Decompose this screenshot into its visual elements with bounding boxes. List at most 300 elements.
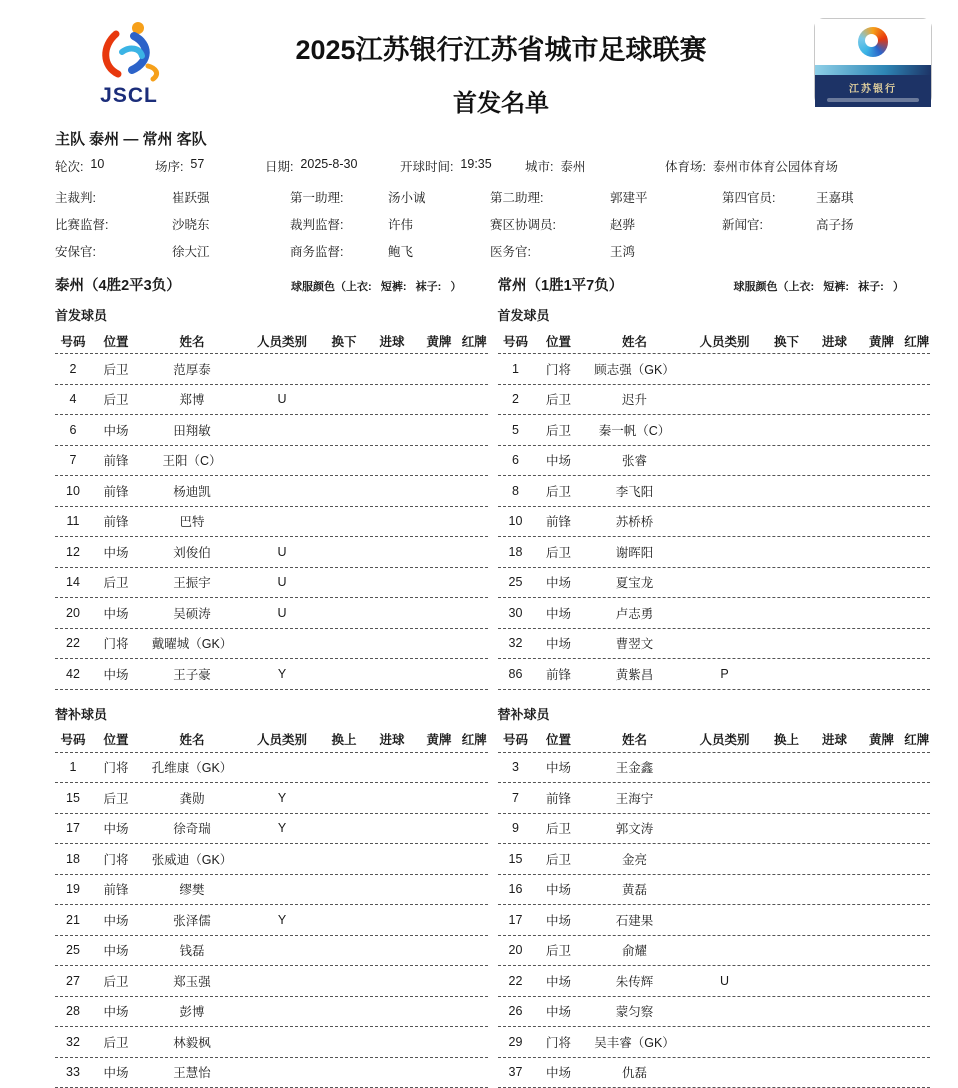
cell-name: 苏桥桥 — [584, 512, 686, 530]
column-header: 黄牌 — [860, 332, 904, 350]
cell-number: 28 — [55, 1004, 91, 1018]
cell-number: 18 — [498, 545, 534, 559]
cell-number: 12 — [55, 545, 91, 559]
cell-number: 22 — [498, 974, 534, 988]
cell-number: 17 — [55, 821, 91, 835]
cell-category: P — [686, 667, 764, 681]
column-header: 红牌 — [904, 332, 931, 350]
home-team-column — [55, 274, 488, 1088]
cell-name: 石建果 — [584, 911, 686, 929]
player-row — [498, 783, 931, 814]
player-row — [498, 568, 931, 599]
cell-name: 巴特 — [141, 512, 243, 530]
cell-position: 门将 — [91, 758, 141, 776]
cell-position: 后卫 — [91, 360, 141, 378]
info-value: 崔跃强 — [172, 188, 210, 206]
info-value: 王嘉琪 — [816, 188, 854, 206]
cell-name: 黄紫昌 — [584, 665, 686, 683]
cell-name: 郑博 — [141, 390, 243, 408]
cell-name: 吴丰睿（GK） — [584, 1033, 686, 1051]
cell-name: 缪樊 — [141, 880, 243, 898]
info-pair — [55, 188, 290, 206]
cell-number: 19 — [55, 882, 91, 896]
column-header: 人员类别 — [686, 332, 764, 350]
cell-name: 迟升 — [584, 390, 686, 408]
cell-category: U — [243, 545, 321, 559]
cell-number: 15 — [55, 791, 91, 805]
cell-position: 前锋 — [534, 512, 584, 530]
info-value: 57 — [190, 157, 204, 175]
column-header: 姓名 — [584, 730, 686, 748]
cell-number: 21 — [55, 913, 91, 927]
cell-name: 王振宇 — [141, 573, 243, 591]
info-label: 比赛监督: — [55, 215, 172, 233]
officials-grid — [0, 175, 958, 260]
cell-position: 中场 — [91, 1063, 141, 1081]
cell-position: 中场 — [91, 911, 141, 929]
player-row — [498, 997, 931, 1028]
cell-name: 王子豪 — [141, 665, 243, 683]
bank-badge-wave — [815, 65, 931, 75]
cell-position: 后卫 — [91, 972, 141, 990]
column-header: 红牌 — [461, 332, 488, 350]
cell-position: 后卫 — [534, 819, 584, 837]
player-row — [55, 753, 488, 784]
cell-position: 前锋 — [534, 665, 584, 683]
player-row — [498, 476, 931, 507]
cell-position: 中场 — [534, 573, 584, 591]
info-pair — [400, 157, 525, 175]
info-pair — [290, 242, 490, 260]
cell-position: 中场 — [534, 880, 584, 898]
cell-position: 前锋 — [91, 451, 141, 469]
cell-number: 86 — [498, 667, 534, 681]
page-header — [0, 0, 958, 124]
home-kit-colors: 球服颜色（上衣: 短裤: 袜子: ） — [291, 278, 462, 294]
cell-position: 门将 — [91, 850, 141, 868]
bank-badge — [814, 18, 932, 106]
player-row — [55, 814, 488, 845]
column-header: 位置 — [91, 730, 141, 748]
player-row — [498, 354, 931, 385]
info-label: 裁判监督: — [290, 215, 388, 233]
player-row — [498, 629, 931, 660]
info-label: 日期: — [265, 157, 300, 175]
column-header: 换下 — [764, 332, 810, 350]
cell-number: 15 — [498, 852, 534, 866]
column-header: 姓名 — [141, 332, 243, 350]
cell-number: 26 — [498, 1004, 534, 1018]
player-row — [498, 753, 931, 784]
cell-name: 蒙匀察 — [584, 1002, 686, 1020]
player-row — [498, 537, 931, 568]
info-pair — [490, 242, 722, 260]
cell-number: 1 — [498, 362, 534, 376]
player-row — [55, 659, 488, 690]
cell-number: 33 — [55, 1065, 91, 1079]
column-header: 换下 — [321, 332, 367, 350]
league-logo — [70, 18, 188, 108]
cell-name: 黄磊 — [584, 880, 686, 898]
cell-name: 俞耀 — [584, 941, 686, 959]
info-pair — [290, 188, 490, 206]
cell-position: 中场 — [91, 665, 141, 683]
bank-tagline-decor — [827, 98, 920, 102]
cell-number: 20 — [498, 943, 534, 957]
player-row — [55, 476, 488, 507]
player-row — [498, 875, 931, 906]
cell-number: 25 — [498, 575, 534, 589]
away-starters-title: 首发球员 — [498, 305, 931, 324]
cell-number: 5 — [498, 423, 534, 437]
info-value: 王鸿 — [610, 242, 635, 260]
info-pair — [55, 215, 290, 233]
cell-position: 后卫 — [534, 941, 584, 959]
column-header: 号码 — [498, 730, 534, 748]
cell-position: 中场 — [534, 604, 584, 622]
info-label: 城市: — [525, 157, 560, 175]
cell-name: 林毅枫 — [141, 1033, 243, 1051]
cell-number: 32 — [498, 636, 534, 650]
cell-number: 16 — [498, 882, 534, 896]
info-value: 徐大江 — [172, 242, 210, 260]
info-label: 第二助理: — [490, 188, 610, 206]
league-abbr: JSCL — [70, 84, 188, 108]
player-row — [55, 905, 488, 936]
home-team-name-record: 泰州（4胜2平3负） — [55, 274, 181, 295]
cell-number: 17 — [498, 913, 534, 927]
cell-position: 后卫 — [534, 421, 584, 439]
info-label — [722, 242, 816, 260]
cell-category: Y — [243, 821, 321, 835]
player-row — [498, 1058, 931, 1088]
cell-number: 42 — [55, 667, 91, 681]
column-header: 进球 — [367, 730, 417, 748]
info-pair — [490, 215, 722, 233]
cell-name: 秦一帆（C） — [584, 421, 686, 439]
player-row — [498, 446, 931, 477]
page-subtitle: 首发名单 — [188, 83, 814, 118]
away-kit-colors: 球服颜色（上衣: 短裤: 袜子: ） — [734, 278, 905, 294]
column-header: 姓名 — [141, 730, 243, 748]
cell-category: Y — [243, 791, 321, 805]
cell-name: 田翔敏 — [141, 421, 243, 439]
info-pair — [55, 157, 155, 175]
player-row — [55, 1027, 488, 1058]
cell-name: 王金鑫 — [584, 758, 686, 776]
cell-name: 顾志强（GK） — [584, 360, 686, 378]
player-row — [55, 507, 488, 538]
info-label: 体育场: — [665, 157, 713, 175]
bank-badge-emblem-area — [815, 19, 931, 65]
cell-name: 郭文涛 — [584, 819, 686, 837]
info-value: 泰州市体育公园体育场 — [713, 157, 838, 175]
bank-name: 江苏银行 — [849, 80, 897, 95]
player-row — [55, 446, 488, 477]
away-team-header — [498, 274, 931, 295]
info-label: 新闻官: — [722, 215, 816, 233]
cell-category: Y — [243, 913, 321, 927]
matchup-line: 主队 泰州 — 常州 客队 — [0, 124, 958, 149]
cell-number: 6 — [55, 423, 91, 437]
cell-position: 前锋 — [534, 789, 584, 807]
cell-name: 郑玉强 — [141, 972, 243, 990]
cell-position: 中场 — [534, 758, 584, 776]
cell-number: 7 — [498, 791, 534, 805]
cell-name: 刘俊伯 — [141, 543, 243, 561]
info-label: 医务官: — [490, 242, 610, 260]
home-team-header — [55, 274, 488, 295]
cell-position: 后卫 — [534, 390, 584, 408]
info-label: 场序: — [155, 157, 190, 175]
column-header: 人员类别 — [686, 730, 764, 748]
player-row — [498, 936, 931, 967]
info-pair — [55, 242, 290, 260]
column-header: 进球 — [367, 332, 417, 350]
cell-position: 中场 — [534, 451, 584, 469]
column-header: 换上 — [764, 730, 810, 748]
cell-name: 金亮 — [584, 850, 686, 868]
column-header: 进球 — [810, 730, 860, 748]
info-value: 赵骅 — [610, 215, 635, 233]
cell-position: 前锋 — [91, 512, 141, 530]
info-value: 19:35 — [460, 157, 491, 175]
cell-position: 后卫 — [534, 850, 584, 868]
away-subs-table — [498, 753, 931, 1088]
info-value: 许伟 — [388, 215, 413, 233]
info-label: 轮次: — [55, 157, 90, 175]
away-subs-title: 替补球员 — [498, 704, 931, 723]
teams-section — [0, 260, 958, 1088]
cell-number: 22 — [55, 636, 91, 650]
player-row — [498, 385, 931, 416]
cell-name: 彭博 — [141, 1002, 243, 1020]
player-row — [498, 1027, 931, 1058]
cell-name: 仇磊 — [584, 1063, 686, 1081]
player-row — [55, 966, 488, 997]
cell-category: Y — [243, 667, 321, 681]
column-header: 进球 — [810, 332, 860, 350]
cell-position: 门将 — [534, 360, 584, 378]
match-info-row — [0, 149, 958, 175]
info-label: 赛区协调员: — [490, 215, 610, 233]
column-header: 红牌 — [461, 730, 488, 748]
cell-position: 门将 — [534, 1033, 584, 1051]
home-starters-table — [55, 354, 488, 690]
player-row — [498, 507, 931, 538]
away-starters-table — [498, 354, 931, 690]
cell-position: 后卫 — [534, 482, 584, 500]
info-value: 鲍飞 — [388, 242, 413, 260]
cell-name: 钱磊 — [141, 941, 243, 959]
cell-number: 4 — [55, 392, 91, 406]
info-pair — [490, 188, 722, 206]
home-starters-colheads — [55, 328, 488, 354]
cell-position: 后卫 — [534, 543, 584, 561]
cell-number: 14 — [55, 575, 91, 589]
cell-number: 9 — [498, 821, 534, 835]
info-value: 汤小诚 — [388, 188, 426, 206]
info-value: 10 — [90, 157, 104, 175]
player-row — [498, 905, 931, 936]
info-pair — [722, 242, 930, 260]
titles — [188, 14, 814, 118]
player-row — [498, 844, 931, 875]
player-row — [498, 966, 931, 997]
info-label: 主裁判: — [55, 188, 172, 206]
info-label: 第四官员: — [722, 188, 816, 206]
cell-category: U — [243, 575, 321, 589]
player-row — [55, 1058, 488, 1088]
player-row — [55, 354, 488, 385]
info-value: 泰州 — [560, 157, 585, 175]
cell-position: 中场 — [534, 634, 584, 652]
info-label: 开球时间: — [400, 157, 460, 175]
column-header: 人员类别 — [243, 730, 321, 748]
cell-position: 中场 — [534, 911, 584, 929]
player-row — [55, 629, 488, 660]
cell-position: 中场 — [91, 543, 141, 561]
cell-number: 37 — [498, 1065, 534, 1079]
cell-name: 曹翌文 — [584, 634, 686, 652]
cell-name: 吴硕涛 — [141, 604, 243, 622]
cell-number: 7 — [55, 453, 91, 467]
column-header: 黄牌 — [417, 332, 461, 350]
player-row — [55, 783, 488, 814]
away-team-column — [498, 274, 931, 1088]
player-row — [55, 598, 488, 629]
cell-name: 戴曜城（GK） — [141, 634, 243, 652]
player-row — [55, 875, 488, 906]
column-header: 人员类别 — [243, 332, 321, 350]
player-row — [55, 537, 488, 568]
cell-category: U — [243, 606, 321, 620]
column-header: 号码 — [498, 332, 534, 350]
cell-number: 10 — [55, 484, 91, 498]
info-label: 商务监督: — [290, 242, 388, 260]
cell-name: 王海宁 — [584, 789, 686, 807]
cell-number: 20 — [55, 606, 91, 620]
cell-position: 后卫 — [91, 390, 141, 408]
info-value: 高子扬 — [816, 215, 854, 233]
info-label: 安保官: — [55, 242, 172, 260]
cell-number: 18 — [55, 852, 91, 866]
cell-name: 龚勋 — [141, 789, 243, 807]
cell-position: 后卫 — [91, 1033, 141, 1051]
cell-position: 中场 — [534, 1002, 584, 1020]
cell-name: 范厚泰 — [141, 360, 243, 378]
info-value: 郭建平 — [610, 188, 648, 206]
cell-number: 3 — [498, 760, 534, 774]
info-label: 第一助理: — [290, 188, 388, 206]
info-pair — [155, 157, 265, 175]
column-header: 号码 — [55, 730, 91, 748]
column-header: 换上 — [321, 730, 367, 748]
away-team-name-record: 常州（1胜1平7负） — [498, 274, 624, 295]
column-header: 号码 — [55, 332, 91, 350]
column-header: 位置 — [534, 332, 584, 350]
column-header: 姓名 — [584, 332, 686, 350]
away-subs-colheads — [498, 727, 931, 753]
cell-position: 中场 — [91, 941, 141, 959]
cell-number: 10 — [498, 514, 534, 528]
cell-position: 中场 — [534, 972, 584, 990]
league-logo-icon — [92, 18, 166, 86]
cell-name: 张泽儒 — [141, 911, 243, 929]
cell-name: 张睿 — [584, 451, 686, 469]
cell-number: 1 — [55, 760, 91, 774]
cell-position: 中场 — [91, 604, 141, 622]
cell-name: 卢志勇 — [584, 604, 686, 622]
player-row — [55, 385, 488, 416]
player-row — [55, 568, 488, 599]
cell-number: 29 — [498, 1035, 534, 1049]
cell-number: 25 — [55, 943, 91, 957]
cell-number: 11 — [55, 514, 91, 528]
cell-position: 中场 — [534, 1063, 584, 1081]
cell-position: 门将 — [91, 634, 141, 652]
info-value: 沙晓东 — [172, 215, 210, 233]
cell-name: 孔维康（GK） — [141, 758, 243, 776]
cell-number: 6 — [498, 453, 534, 467]
cell-name: 谢晖阳 — [584, 543, 686, 561]
cell-position: 后卫 — [91, 789, 141, 807]
info-value: 2025-8-30 — [300, 157, 357, 175]
player-row — [498, 598, 931, 629]
cell-position: 中场 — [91, 421, 141, 439]
cell-number: 32 — [55, 1035, 91, 1049]
info-pair — [290, 215, 490, 233]
home-subs-title: 替补球员 — [55, 704, 488, 723]
home-starters-title: 首发球员 — [55, 305, 488, 324]
home-subs-colheads — [55, 727, 488, 753]
player-row — [55, 415, 488, 446]
info-pair — [265, 157, 400, 175]
cell-name: 王阳（C） — [141, 451, 243, 469]
cell-number: 2 — [498, 392, 534, 406]
player-row — [55, 844, 488, 875]
player-row — [498, 659, 931, 690]
cell-name: 王慧怡 — [141, 1063, 243, 1081]
player-row — [498, 814, 931, 845]
cell-name: 杨迪凯 — [141, 482, 243, 500]
cell-number: 27 — [55, 974, 91, 988]
page-title: 2025江苏银行江苏省城市足球联赛 — [188, 28, 814, 67]
cell-name: 张威迪（GK） — [141, 850, 243, 868]
info-pair — [665, 157, 838, 175]
home-subs-table — [55, 753, 488, 1088]
cell-position: 前锋 — [91, 482, 141, 500]
column-header: 位置 — [534, 730, 584, 748]
cell-name: 夏宝龙 — [584, 573, 686, 591]
cell-number: 8 — [498, 484, 534, 498]
cell-category: U — [243, 392, 321, 406]
column-header: 黄牌 — [860, 730, 904, 748]
cell-position: 中场 — [91, 819, 141, 837]
cell-name: 朱传辉 — [584, 972, 686, 990]
cell-name: 徐奇瑞 — [141, 819, 243, 837]
cell-number: 2 — [55, 362, 91, 376]
column-header: 黄牌 — [417, 730, 461, 748]
cell-category: U — [686, 974, 764, 988]
column-header: 位置 — [91, 332, 141, 350]
player-row — [55, 997, 488, 1028]
league-ball-icon — [858, 27, 888, 57]
info-pair — [722, 215, 930, 233]
away-starters-colheads — [498, 328, 931, 354]
cell-name: 李飞阳 — [584, 482, 686, 500]
cell-position: 后卫 — [91, 573, 141, 591]
